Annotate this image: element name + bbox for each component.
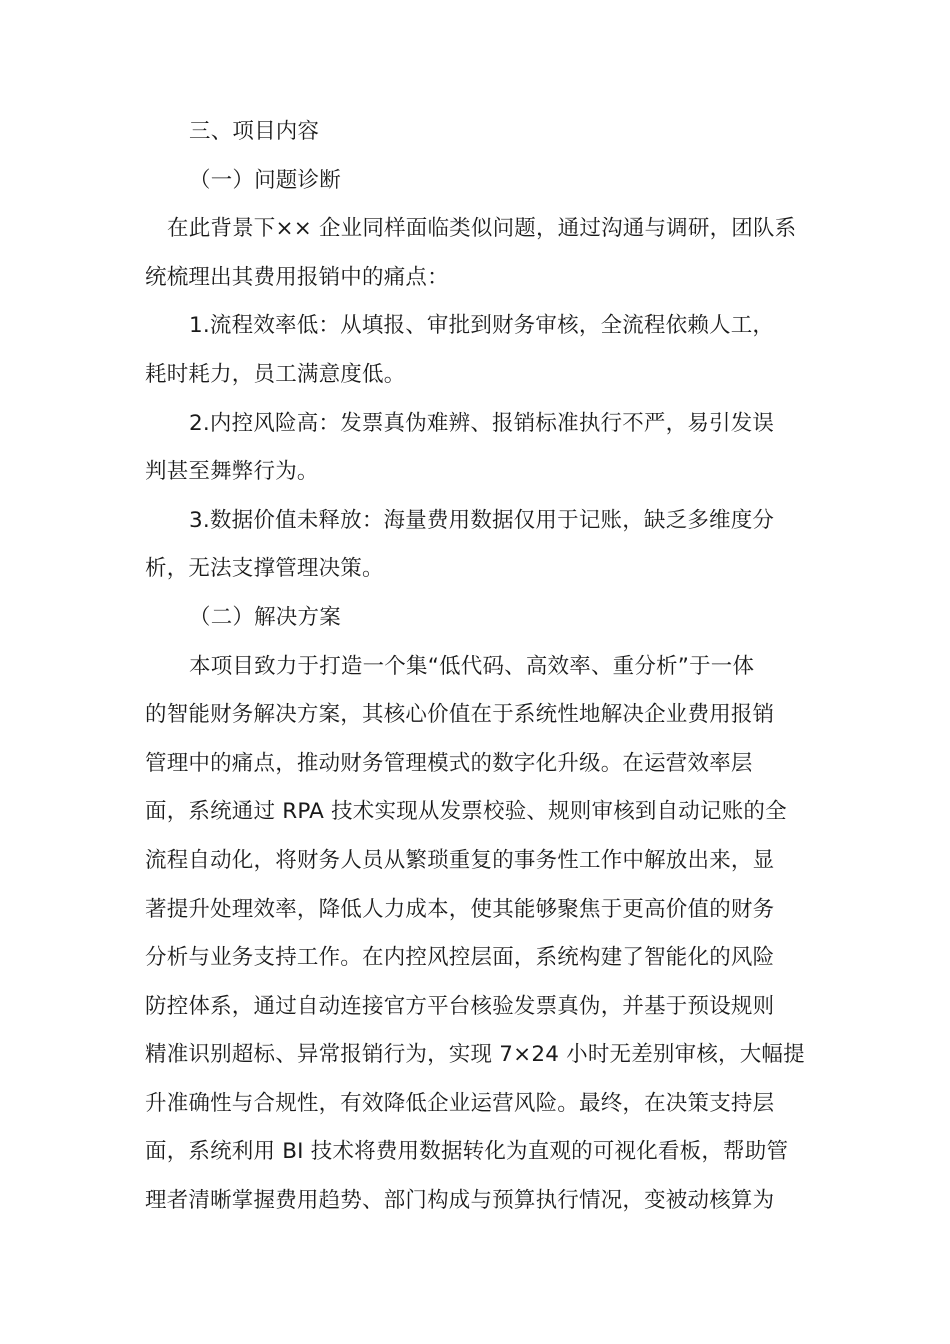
paragraph-line: 著提升处理效率，降低人力成本，使其能够聚焦于更高价值的财务 xyxy=(145,896,775,922)
paragraph-line: 精准识别超标、异常报销行为，实现 7×24 小时无差别审核，大幅提 xyxy=(145,1042,805,1068)
subsection-heading-solution: （二）解决方案 xyxy=(189,604,341,630)
paragraph-line: 本项目致力于打造一个集“低代码、高效率、重分析”于一体 xyxy=(189,653,755,679)
paragraph-line: 3.数据价值未释放：海量费用数据仅用于记账，缺乏多维度分 xyxy=(189,507,775,533)
paragraph-line: 防控体系，通过自动连接官方平台核验发票真伪，并基于预设规则 xyxy=(145,993,775,1019)
paragraph-line: 耗时耗力，员工满意度低。 xyxy=(145,361,406,387)
paragraph-line: 1.流程效率低：从填报、审批到财务审核，全流程依赖人工， xyxy=(189,313,775,339)
paragraph-line: 面，系统通过 RPA 技术实现从发票校验、规则审核到自动记账的全 xyxy=(145,799,787,825)
section-heading: 三、项目内容 xyxy=(189,119,320,144)
paragraph-line: 面，系统利用 BI 技术将费用数据转化为直观的可视化看板，帮助管 xyxy=(145,1139,789,1165)
paragraph-line: 升准确性与合规性，有效降低企业运营风险。最终，在决策支持层 xyxy=(145,1090,775,1116)
solution-paragraph xyxy=(145,649,807,1232)
paragraph-line: 2.内控风险高：发票真伪难辨、报销标准执行不严，易引发误 xyxy=(189,410,775,436)
paragraph-line: 统梳理出其费用报销中的痛点： xyxy=(145,264,449,290)
paragraph-line: 的智能财务解决方案，其核心价值在于系统性地解决企业费用报销 xyxy=(145,702,775,728)
pain-point-1 xyxy=(145,308,807,405)
paragraph-line: 管理中的痛点，推动财务管理模式的数字化升级。在运营效率层 xyxy=(145,750,753,776)
document-page xyxy=(145,114,807,1232)
intro-paragraph xyxy=(145,211,807,308)
paragraph-line: 流程自动化，将财务人员从繁琐重复的事务性工作中解放出来，显 xyxy=(145,847,775,873)
paragraph-line: 在此背景下×× 企业同样面临类似问题，通过沟通与调研，团队系 xyxy=(167,216,797,242)
pain-point-2 xyxy=(145,406,807,503)
paragraph-line: 判甚至舞弊行为。 xyxy=(145,459,319,485)
pain-point-3 xyxy=(145,503,807,600)
paragraph-line: 理者清晰掌握费用趋势、部门构成与预算执行情况，变被动核算为 xyxy=(145,1188,775,1214)
paragraph-line: 析，无法支撑管理决策。 xyxy=(145,556,384,582)
paragraph-line: 分析与业务支持工作。在内控风控层面，系统构建了智能化的风险 xyxy=(145,945,775,971)
subsection-heading-problem-diagnosis: （一）问题诊断 xyxy=(189,167,341,193)
